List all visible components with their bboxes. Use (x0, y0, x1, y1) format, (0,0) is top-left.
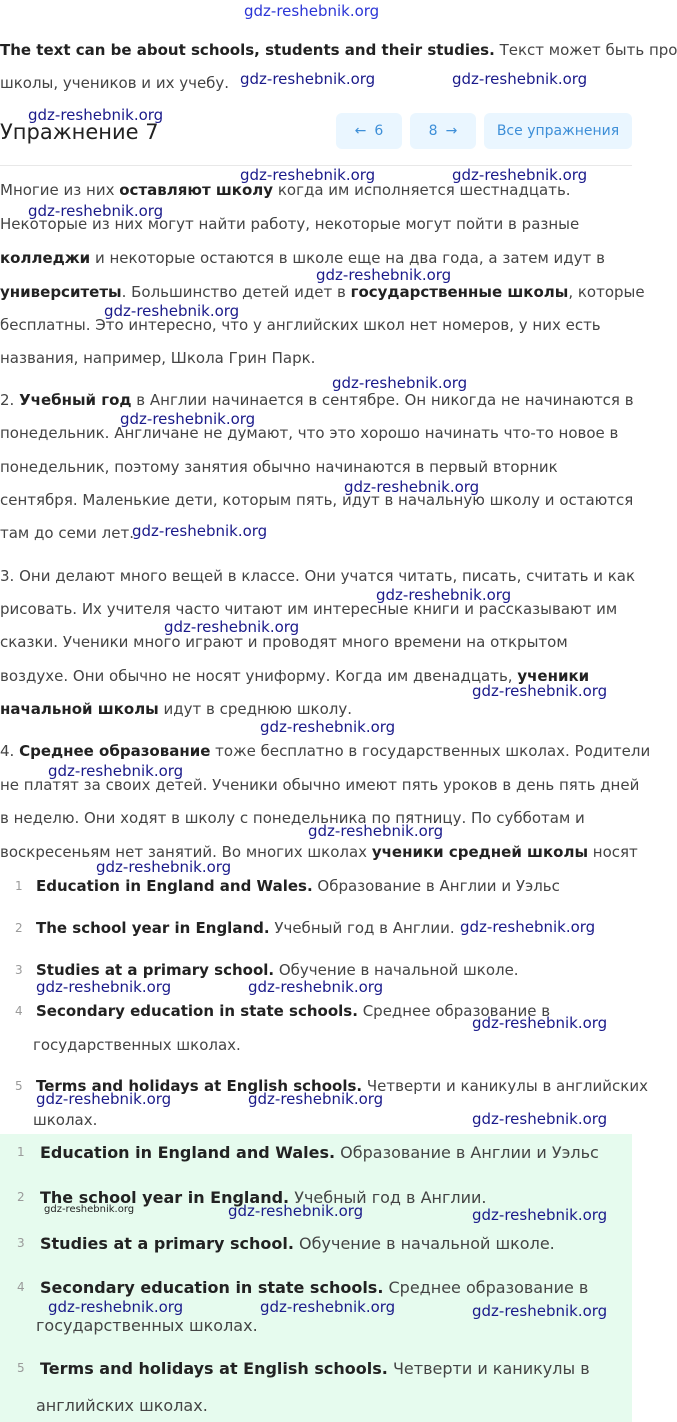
list-number: 1 (17, 1145, 25, 1159)
watermark: gdz-reshebnik.org (248, 978, 384, 996)
list-item-title: Terms and holidays at English schools. (40, 1359, 388, 1378)
list-item (40, 1278, 588, 1297)
list-item (40, 1234, 555, 1253)
text-line: не платят за своих детей. Ученики обычно имеют пять уроков в день пять дней (0, 776, 640, 794)
text-line: сентября. Маленькие дети, которым пять, идут в начальную школу и остаются (0, 491, 634, 509)
text-line: воскресеньям нет занятий. Во многих школах ученики средней школы носят (0, 843, 638, 861)
watermark: gdz-reshebnik.org (472, 1302, 608, 1320)
watermark: gdz-reshebnik.org (36, 1090, 172, 1108)
watermark: gdz-reshebnik.org (316, 266, 452, 284)
watermark: gdz-reshebnik.org (96, 858, 232, 876)
text-line: начальной школы идут в среднюю школу. (0, 700, 353, 718)
list-item-translation: Учебный год в Англии. (269, 919, 455, 937)
list-item-continuation: школах. (33, 1111, 98, 1129)
list-number: 3 (15, 963, 23, 977)
list-number: 5 (15, 1079, 23, 1093)
watermark: gdz-reshebnik.org (260, 718, 396, 736)
watermark: gdz-reshebnik.org (472, 682, 608, 700)
list-item-translation: Учебный год в Англии. (289, 1188, 487, 1207)
next-exercise-button[interactable] (410, 113, 476, 149)
text-line: университеты. Большинство детей идет в государственные школы, которые (0, 283, 645, 301)
text-line: в неделю. Они ходят в школу с понедельника по пятницу. По субботам и (0, 809, 585, 827)
watermark: gdz-reshebnik.org (472, 1014, 608, 1032)
list-item-title: Secondary education in state schools. (36, 1002, 358, 1020)
list-item-translation: Четверти и каникулы в английских (362, 1077, 648, 1095)
next-label: 8 (428, 123, 438, 139)
watermark: gdz-reshebnik.org (452, 70, 588, 88)
list-number: 1 (15, 879, 23, 893)
list-number: 5 (17, 1361, 25, 1375)
watermark: gdz-reshebnik.org (240, 166, 376, 184)
watermark: gdz-reshebnik.org (244, 2, 380, 20)
watermark: gdz-reshebnik.org (344, 478, 480, 496)
list-item-translation: Среднее образование в (357, 1002, 551, 1020)
text-line: понедельник. Англичане не думают, что это хорошо начинать что-то новое в (0, 424, 619, 442)
watermark: gdz-reshebnik.org (472, 1206, 608, 1224)
list-item-title: Secondary education in state schools. (40, 1278, 384, 1297)
text-line: там до семи лет. (0, 524, 134, 542)
list-item-translation: Четверти и каникулы в (387, 1359, 590, 1378)
text-line: сказки. Ученики много играют и проводят много времени на открытом (0, 633, 568, 651)
list-item-title: The school year in England. (40, 1188, 290, 1207)
arrow-right-icon: → (445, 123, 458, 139)
text-line: воздухе. Они обычно не носят униформу. Когда им двенадцать, ученики (0, 667, 590, 685)
list-number: 4 (15, 1004, 23, 1018)
arrow-left-icon: ← (354, 123, 367, 139)
text-line: Многие из них оставляют школу когда им исполняется шестнадцать. (0, 181, 571, 199)
watermark-small: gdz-reshebnik.org (44, 1204, 135, 1215)
text-line: названия, например, Школа Грин Парк. (0, 349, 316, 367)
intro-line-2: школы, учеников и их учебу. (0, 74, 230, 92)
list-item-translation: Образование в Англии и Уэльс (312, 877, 560, 895)
text-line: 4. Среднее образование тоже бесплатно в государственных школах. Родители (0, 742, 651, 760)
list-item-title: Studies at a primary school. (40, 1234, 294, 1253)
watermark: gdz-reshebnik.org (332, 374, 468, 392)
intro-line-1 (0, 41, 677, 59)
watermark: gdz-reshebnik.org (472, 1110, 608, 1128)
list-number: 3 (17, 1236, 25, 1250)
list-item-translation: Образование в Англии и Уэльс (335, 1143, 599, 1162)
list-item-continuation: английских школах. (36, 1396, 208, 1415)
list-item-title: Education in England and Wales. (40, 1143, 336, 1162)
text-line: бесплатны. Это интересно, что у английских школ нет номеров, у них есть (0, 316, 601, 334)
list-item-continuation: государственных школах. (36, 1316, 258, 1335)
prev-exercise-button[interactable] (336, 113, 402, 149)
all-exercises-button[interactable] (484, 113, 632, 149)
watermark: gdz-reshebnik.org (460, 918, 596, 936)
watermark: gdz-reshebnik.org (48, 762, 184, 780)
watermark: gdz-reshebnik.org (452, 166, 588, 184)
watermark: gdz-reshebnik.org (36, 978, 172, 996)
list-number: 2 (17, 1190, 25, 1204)
text-line: понедельник, поэтому занятия обычно начинаются в первый вторник (0, 458, 558, 476)
watermark: gdz-reshebnik.org (48, 1298, 184, 1316)
list-item (36, 877, 560, 895)
list-item-continuation: государственных школах. (33, 1036, 241, 1054)
list-number: 2 (15, 921, 23, 935)
intro-rest: Текст может быть про (494, 41, 677, 59)
watermark: gdz-reshebnik.org (104, 302, 240, 320)
watermark: gdz-reshebnik.org (28, 202, 164, 220)
watermark: gdz-reshebnik.org (164, 618, 300, 636)
text-line: рисовать. Их учителя часто читают им интересные книги и рассказывают им (0, 600, 618, 618)
watermark: gdz-reshebnik.org (248, 1090, 384, 1108)
text-line: колледжи и некоторые остаются в школе еще на два года, а затем идут в (0, 249, 605, 267)
all-exercises-label: Все упражнения (496, 123, 620, 139)
watermark: gdz-reshebnik.org (308, 822, 444, 840)
watermark: gdz-reshebnik.org (228, 1202, 364, 1220)
watermark: gdz-reshebnik.org (120, 410, 256, 428)
list-item-title: Terms and holidays at English schools. (36, 1077, 363, 1095)
list-item-title: The school year in England. (36, 919, 270, 937)
intro-bold: The text can be about schools, students and their studies. (0, 41, 495, 59)
list-item-title: Studies at a primary school. (36, 961, 275, 979)
page-title: Упражнение 7 (0, 120, 159, 144)
list-item (40, 1359, 590, 1378)
list-item (36, 919, 455, 937)
list-item-translation: Обучение в начальной школе. (274, 961, 519, 979)
list-item-title: Education in England and Wales. (36, 877, 313, 895)
watermark: gdz-reshebnik.org (28, 106, 164, 124)
text-line: 3. Они делают много вещей в классе. Они учатся читать, писать, считать и как (0, 567, 636, 585)
watermark: gdz-reshebnik.org (260, 1298, 396, 1316)
list-item (40, 1143, 599, 1162)
text-line: Некоторые из них могут найти работу, некоторые могут пойти в разные (0, 215, 580, 233)
prev-label: 6 (374, 123, 384, 139)
watermark: gdz-reshebnik.org (240, 70, 376, 88)
list-item-translation: Среднее образование в (383, 1278, 589, 1297)
list-item-translation: Обучение в начальной школе. (293, 1234, 555, 1253)
watermark: gdz-reshebnik.org (132, 522, 268, 540)
list-number: 4 (17, 1280, 25, 1294)
watermark: gdz-reshebnik.org (376, 586, 512, 604)
list-item (36, 961, 519, 979)
text-line: 2. Учебный год в Англии начинается в сентябре. Он никогда не начинаются в (0, 391, 634, 409)
